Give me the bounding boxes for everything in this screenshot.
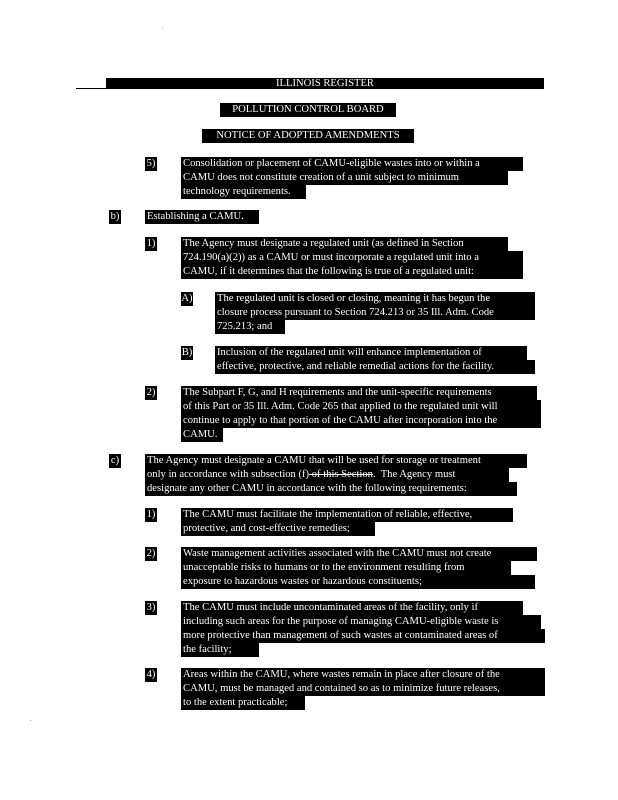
item-text-line: technology requirements. <box>181 185 306 199</box>
item-text-line: Areas within the CAMU, where wastes remain in place after closure of the <box>181 668 545 682</box>
item-label: 3) <box>146 602 156 613</box>
item-text-line <box>145 468 509 482</box>
item-label: 1) <box>146 238 156 249</box>
item-text-line: 724.190(a)(2)) as a CAMU or must incorporate a regulated unit into a <box>181 251 523 265</box>
item-label: A) <box>181 293 193 304</box>
item-text-line: Consolidation or placement of CAMU-eligible wastes into or within a <box>181 157 523 171</box>
item-text-line: Establishing a CAMU. <box>145 210 259 224</box>
item-text-line: exposure to hazardous wastes or hazardous constituents; <box>181 575 535 589</box>
item-text-line: unacceptable risks to humans or to the environment resulting from <box>181 561 511 575</box>
item-label: 4) <box>146 669 156 680</box>
item-text-line: The Subpart F, G, and H requirements and the unit-specific requirements <box>181 386 537 400</box>
item-text-part: . The Agency must <box>372 469 456 480</box>
item-label: b) <box>110 211 120 222</box>
item-text-line: designate any other CAMU in accordance with the following requirements: <box>145 482 517 496</box>
item-label: c) <box>110 455 120 466</box>
item-text-line: more protective than management of such wastes at contaminated areas of <box>181 629 545 643</box>
item-text-line: effective, protective, and reliable remedial actions for the facility. <box>215 360 535 374</box>
item-text-line: Inclusion of the regulated unit will enhance implementation of <box>215 346 527 360</box>
scan-speck <box>30 720 31 721</box>
item-text-line: CAMU does not constitute creation of a unit subject to minimum <box>181 171 508 185</box>
board-title: POLLUTION CONTROL BOARD <box>220 103 396 117</box>
item-label: 2) <box>146 387 156 398</box>
scan-speck <box>162 27 163 28</box>
item-text-line: 725.213; and <box>215 320 285 334</box>
notice-title: NOTICE OF ADOPTED AMENDMENTS <box>202 129 414 143</box>
item-label: B) <box>181 347 193 358</box>
item-label: 5) <box>146 158 156 169</box>
item-text-line: CAMU. <box>181 428 223 442</box>
item-text-line: The CAMU must facilitate the implementation of reliable, effective, <box>181 508 513 522</box>
item-text-line: protective, and cost-effective remedies; <box>181 522 375 536</box>
item-text-line: The Agency must designate a CAMU that will be used for storage or treatment <box>145 454 527 468</box>
struck-text: of this Section <box>309 469 373 480</box>
register-title: ILLINOIS REGISTER <box>106 78 544 89</box>
item-text-line: CAMU, must be managed and contained so as to minimize future releases, <box>181 682 545 696</box>
item-text-line: closure process pursuant to Section 724.213 or 35 Ill. Adm. Code <box>215 306 535 320</box>
item-text-line: The CAMU must include uncontaminated areas of the facility, only if <box>181 601 523 615</box>
header-rule-left <box>76 88 106 89</box>
item-text-line: including such areas for the purpose of managing CAMU-eligible waste is <box>181 615 541 629</box>
item-text-line: to the extent practicable; <box>181 696 305 710</box>
item-text-line: Waste management activities associated with the CAMU must not create <box>181 547 537 561</box>
item-label: 2) <box>146 548 156 559</box>
item-text-line: The regulated unit is closed or closing, meaning it has begun the <box>215 292 535 306</box>
item-text-line: CAMU, if it determines that the following is true of a regulated unit: <box>181 265 523 279</box>
item-text-line: the facility; <box>181 643 259 657</box>
item-label: 1) <box>146 509 156 520</box>
item-text-line: The Agency must designate a regulated unit (as defined in Section <box>181 237 508 251</box>
item-text-line: continue to apply to that portion of the CAMU after incorporation into the <box>181 414 541 428</box>
item-text-line: of this Part or 35 Ill. Adm. Code 265 that applied to the regulated unit will <box>181 400 541 414</box>
item-text-part: only in accordance with subsection (f) <box>147 469 310 480</box>
